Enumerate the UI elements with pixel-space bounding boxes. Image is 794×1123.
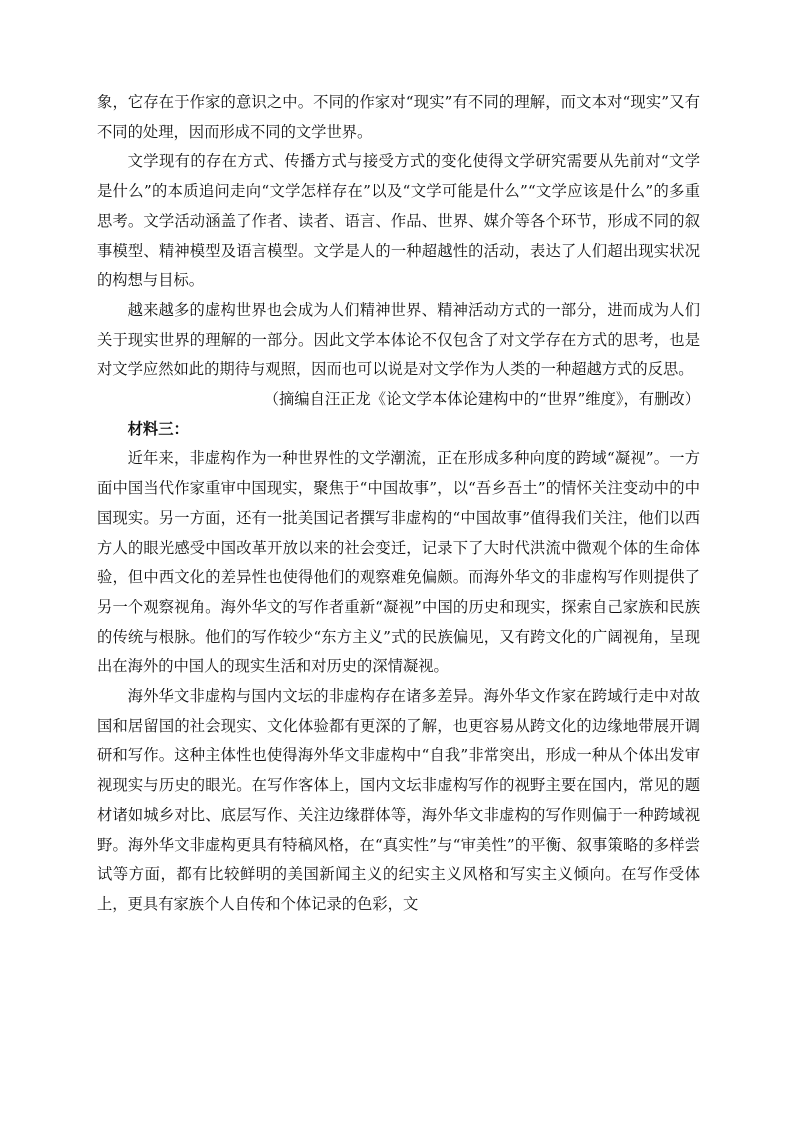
paragraph-nonfiction-trend: 近年来，非虚构作为一种世界性的文学潮流，正在形成多种向度的跨域“凝视”。一方面中国当代作家重审中国现实，聚焦于“中国故事”，以“吾乡吾土”的情怀关注变动中的中国现实。另一方面，还有一批美国记者撰写非虚构的“中国故事”值得我们关注，他们以西方人的眼光感受中国改革开放以来的社会变迁，记录下了大时代洪流中微观个体的生命体验，但中西文化的差异性也使得他们的观察难免偏颇。而海外华文的非虚构写作则提供了另一个观察视角。海外华文的写作者重新“凝视”中国的历史和现实，探索自己家族和民族的传统与根脉。他们的写作较少“东方主义”式的民族偏见，又有跨文化的广阔视角，呈现出在海外的中国人的现实生活和对历史的深情凝视。 [97,449,700,676]
material-three-heading: 材料三： [127,419,189,438]
paragraph-overseas-differences: 海外华文非虚构与国内文坛的非虚构存在诸多差异。海外华文作家在跨域行走中对故国和居留国的社会现实、文化体验都有更深的了解，也更容易从跨文化的边缘地带展开调研和写作。这种主体性也使得海外华文非虚构中“自我”非常突出，形成一种从个体出发审视现实与历史的眼光。在写作客体上，国内文坛非虚构写作的视野主要在国内，常见的题材诸如城乡对比、底层写作、关注边缘群体等，海外华文非虚构的写作则偏于一种跨域视野。海外华文非虚构更具有特稿风格，在“真实性”与“审美性”的平衡、叙事策略的多样尝试等方面，都有比较鲜明的美国新闻主义的纪实主义风格和写实主义倾向。在写作受体上，更具有家族个人自传和个体记录的色彩，文 [97,687,700,913]
paragraph-continuation: 象，它存在于作家的意识之中。不同的作家对“现实”有不同的理解，而文本对“现实”又有不同的处理，因而形成不同的文学世界。 [97,93,700,141]
source-citation: （摘编自汪正龙《论文学本体论建构中的“世界”维度》，有删改） [263,390,700,409]
document-page [97,88,700,920]
paragraph-fictional-worlds: 越来越多的虚构世界也会成为人们精神世界、精神活动方式的一部分，进而成为人们关于现实世界的理解的一部分。因此文学本体论不仅包含了对文学存在方式的思考，也是对文学应然如此的期待与观照，因而也可以说是对文学作为人类的一种超越方式的反思。 [97,300,700,379]
paragraph-literary-existence: 文学现有的存在方式、传播方式与接受方式的变化使得文学研究需要从先前对“文学是什么”的本质追问走向“文学怎样存在”以及“文学可能是什么”“文学应该是什么”的多重思考。文学活动涵盖了作者、读者、语言、作品、世界、媒介等各个环节，形成不同的叙事模型、精神模型及语言模型。文学是人的一种超越性的活动，表达了人们超出现实状况的构想与目标。 [97,152,700,290]
